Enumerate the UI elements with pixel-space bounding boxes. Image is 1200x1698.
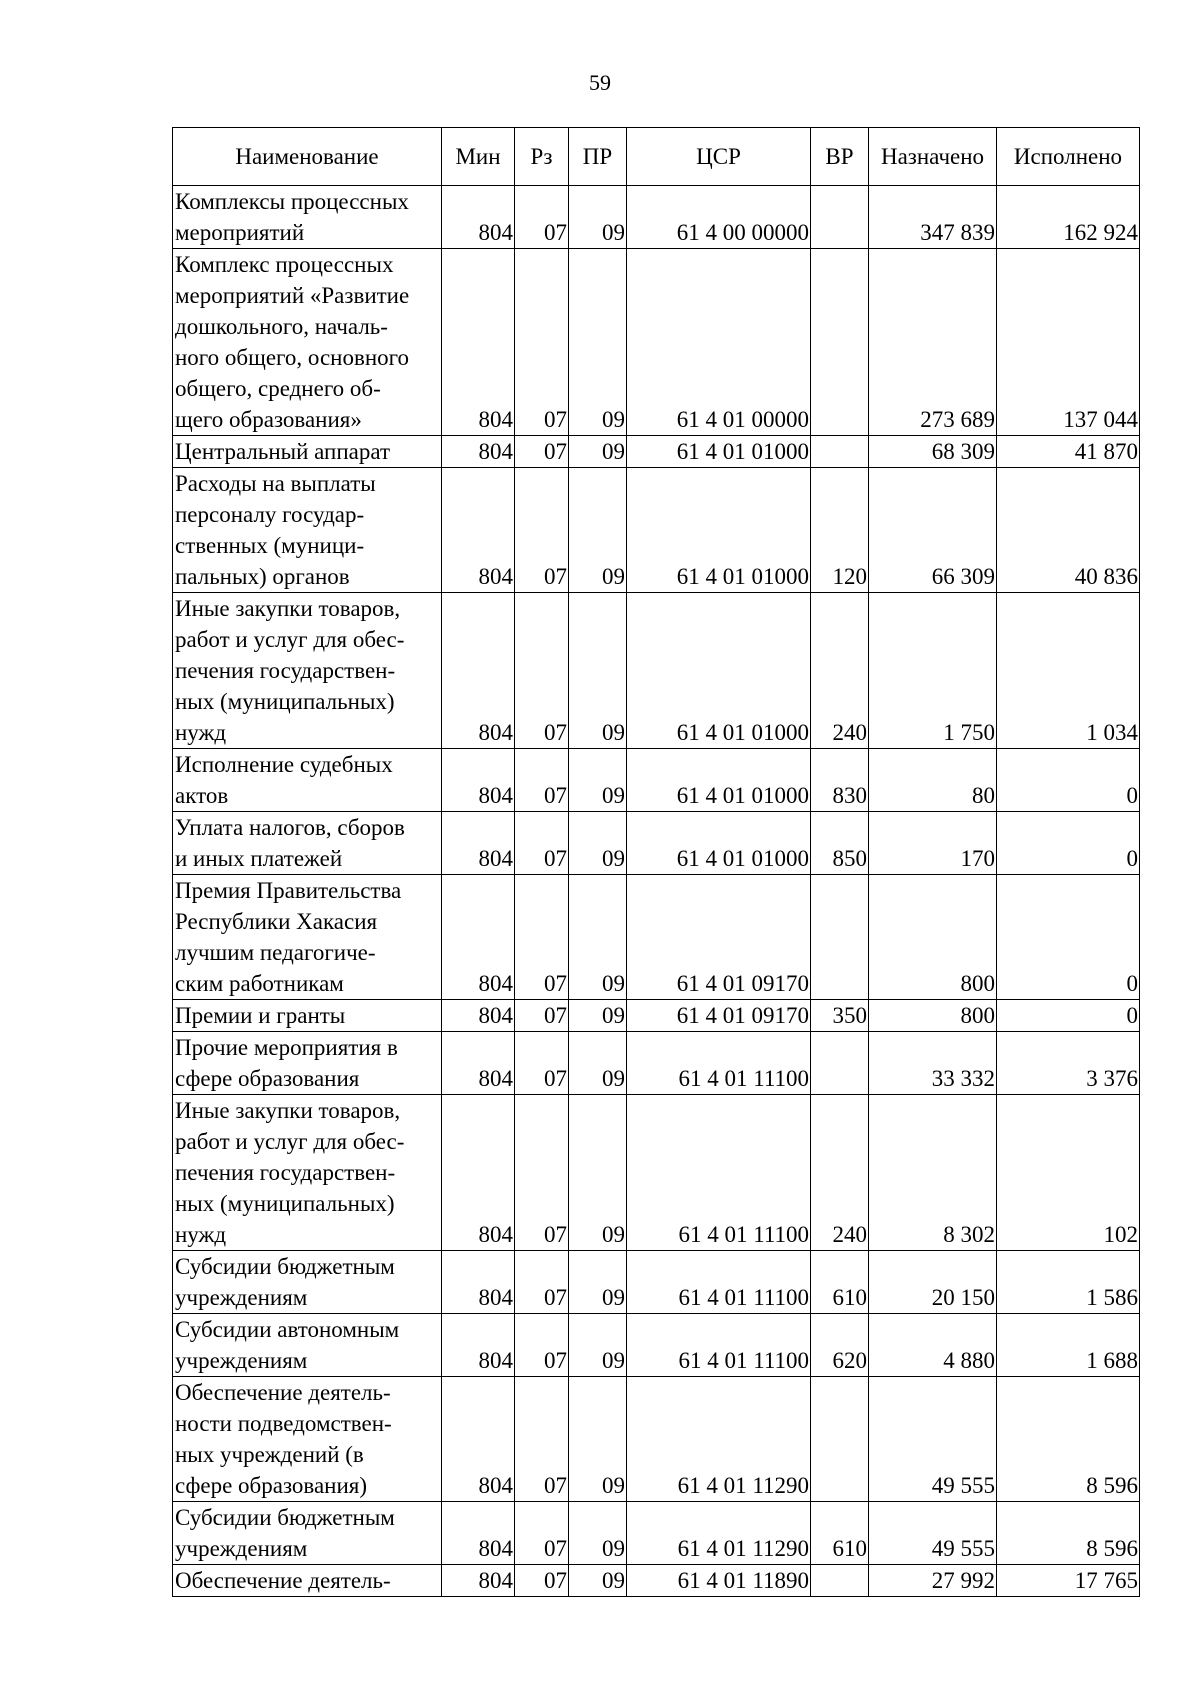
- cell-executed: 0: [997, 1000, 1140, 1032]
- name-line: Прочие мероприятия в: [175, 1035, 398, 1060]
- cell-vr: 610: [811, 1502, 869, 1565]
- cell-pr: 09: [569, 468, 627, 593]
- cell-vr: 830: [811, 749, 869, 812]
- cell-assigned: 273 689: [869, 249, 997, 436]
- table-row: [173, 1000, 1140, 1032]
- cell-name: [173, 875, 442, 1000]
- name-line: нужд: [175, 720, 227, 745]
- cell-vr: [811, 1032, 869, 1095]
- cell-executed: 8 596: [997, 1377, 1140, 1502]
- cell-name: [173, 249, 442, 436]
- cell-rz: 07: [515, 1377, 569, 1502]
- table-row: [173, 1502, 1140, 1565]
- cell-vr: 240: [811, 1095, 869, 1251]
- cell-assigned: 800: [869, 875, 997, 1000]
- cell-executed: 1 586: [997, 1251, 1140, 1314]
- cell-assigned: 8 302: [869, 1095, 997, 1251]
- cell-name: [173, 812, 442, 875]
- header-executed: Исполнено: [997, 128, 1140, 186]
- cell-executed: 102: [997, 1095, 1140, 1251]
- table-row: [173, 1251, 1140, 1314]
- cell-csr: 61 4 01 01000: [627, 593, 811, 749]
- cell-pr: 09: [569, 1251, 627, 1314]
- cell-name: [173, 1095, 442, 1251]
- cell-min: 804: [442, 812, 515, 875]
- name-line: Субсидии автономным: [175, 1317, 400, 1342]
- cell-min: 804: [442, 875, 515, 1000]
- name-line: Центральный аппарат: [175, 439, 391, 464]
- cell-pr: 09: [569, 436, 627, 468]
- header-pr: ПР: [569, 128, 627, 186]
- name-line: щего образования»: [175, 407, 362, 432]
- name-line: лучшим педагогиче-: [175, 940, 376, 965]
- cell-assigned: 4 880: [869, 1314, 997, 1377]
- cell-csr: 61 4 01 01000: [627, 436, 811, 468]
- name-line: Комплексы процессных: [175, 189, 409, 214]
- cell-executed: 1 034: [997, 593, 1140, 749]
- cell-min: 804: [442, 468, 515, 593]
- name-line: нужд: [175, 1222, 227, 1247]
- cell-executed: 3 376: [997, 1032, 1140, 1095]
- cell-pr: 09: [569, 1502, 627, 1565]
- cell-rz: 07: [515, 1095, 569, 1251]
- name-line: Обеспечение деятель-: [175, 1568, 391, 1593]
- header-min: Мин: [442, 128, 515, 186]
- cell-min: 804: [442, 1565, 515, 1597]
- cell-name: [173, 468, 442, 593]
- cell-rz: 07: [515, 1251, 569, 1314]
- cell-assigned: 80: [869, 749, 997, 812]
- table-row: [173, 875, 1140, 1000]
- table-row: [173, 1032, 1140, 1095]
- header-assigned: Назначено: [869, 128, 997, 186]
- cell-vr: 350: [811, 1000, 869, 1032]
- cell-min: 804: [442, 749, 515, 812]
- cell-name: [173, 436, 442, 468]
- cell-csr: 61 4 01 11290: [627, 1502, 811, 1565]
- header-csr: ЦСР: [627, 128, 811, 186]
- cell-csr: 61 4 01 01000: [627, 468, 811, 593]
- name-line: пальных) органов: [175, 564, 350, 589]
- table-row: [173, 1565, 1140, 1597]
- header-rz: Рз: [515, 128, 569, 186]
- cell-pr: 09: [569, 1032, 627, 1095]
- cell-pr: 09: [569, 1095, 627, 1251]
- cell-executed: 1 688: [997, 1314, 1140, 1377]
- name-line: Расходы на выплаты: [175, 471, 376, 496]
- cell-assigned: 170: [869, 812, 997, 875]
- cell-executed: 41 870: [997, 436, 1140, 468]
- name-line: Исполнение судебных: [175, 752, 393, 777]
- cell-vr: [811, 436, 869, 468]
- name-line: Республики Хакасия: [175, 909, 378, 934]
- cell-name: [173, 1314, 442, 1377]
- name-line: учреждениям: [175, 1536, 308, 1561]
- name-line: ности подведомствен-: [175, 1411, 392, 1436]
- cell-assigned: 49 555: [869, 1502, 997, 1565]
- name-line: ственных (муници-: [175, 533, 365, 558]
- cell-rz: 07: [515, 468, 569, 593]
- table-row: [173, 468, 1140, 593]
- cell-rz: 07: [515, 1314, 569, 1377]
- name-line: учреждениям: [175, 1348, 308, 1373]
- cell-rz: 07: [515, 812, 569, 875]
- cell-csr: 61 4 01 01000: [627, 749, 811, 812]
- cell-executed: 162 924: [997, 186, 1140, 249]
- name-line: сфере образования: [175, 1066, 360, 1091]
- cell-vr: [811, 249, 869, 436]
- cell-pr: 09: [569, 1314, 627, 1377]
- table-row: [173, 749, 1140, 812]
- cell-min: 804: [442, 1377, 515, 1502]
- cell-name: [173, 1000, 442, 1032]
- cell-vr: [811, 1377, 869, 1502]
- cell-csr: 61 4 00 00000: [627, 186, 811, 249]
- cell-pr: 09: [569, 1565, 627, 1597]
- cell-executed: 17 765: [997, 1565, 1140, 1597]
- cell-csr: 61 4 01 11100: [627, 1314, 811, 1377]
- cell-name: [173, 1565, 442, 1597]
- cell-pr: 09: [569, 875, 627, 1000]
- cell-min: 804: [442, 1314, 515, 1377]
- name-line: Премии и гранты: [175, 1003, 346, 1028]
- cell-pr: 09: [569, 812, 627, 875]
- cell-name: [173, 593, 442, 749]
- cell-rz: 07: [515, 875, 569, 1000]
- cell-assigned: 66 309: [869, 468, 997, 593]
- cell-name: [173, 1251, 442, 1314]
- cell-assigned: 1 750: [869, 593, 997, 749]
- table-row: [173, 812, 1140, 875]
- cell-name: [173, 1377, 442, 1502]
- name-line: ским работникам: [175, 971, 344, 996]
- table-row: [173, 1377, 1140, 1502]
- name-line: работ и услуг для обес-: [175, 627, 405, 652]
- name-line: учреждениям: [175, 1285, 308, 1310]
- cell-executed: 137 044: [997, 249, 1140, 436]
- cell-vr: 620: [811, 1314, 869, 1377]
- cell-assigned: 20 150: [869, 1251, 997, 1314]
- cell-name: [173, 1032, 442, 1095]
- header-vr: ВР: [811, 128, 869, 186]
- cell-vr: 240: [811, 593, 869, 749]
- cell-csr: 61 4 01 11100: [627, 1032, 811, 1095]
- name-line: актов: [175, 783, 229, 808]
- cell-csr: 61 4 01 11100: [627, 1251, 811, 1314]
- name-line: мероприятий «Развитие: [175, 283, 410, 308]
- cell-rz: 07: [515, 1565, 569, 1597]
- header-row: [173, 128, 1140, 186]
- cell-rz: 07: [515, 1000, 569, 1032]
- name-line: ных (муниципальных): [175, 689, 395, 714]
- name-line: печения государствен-: [175, 1160, 396, 1185]
- cell-pr: 09: [569, 1377, 627, 1502]
- name-line: и иных платежей: [175, 846, 343, 871]
- cell-min: 804: [442, 1032, 515, 1095]
- cell-csr: 61 4 01 11290: [627, 1377, 811, 1502]
- name-line: Обеспечение деятель-: [175, 1380, 391, 1405]
- cell-pr: 09: [569, 593, 627, 749]
- cell-rz: 07: [515, 186, 569, 249]
- cell-min: 804: [442, 1000, 515, 1032]
- cell-min: 804: [442, 1251, 515, 1314]
- name-line: общего, среднего об-: [175, 376, 381, 401]
- cell-vr: 120: [811, 468, 869, 593]
- cell-assigned: 800: [869, 1000, 997, 1032]
- cell-csr: 61 4 01 09170: [627, 875, 811, 1000]
- page-number: 59: [589, 70, 611, 95]
- name-line: печения государствен-: [175, 658, 396, 683]
- cell-csr: 61 4 01 09170: [627, 1000, 811, 1032]
- cell-pr: 09: [569, 1000, 627, 1032]
- cell-assigned: 49 555: [869, 1377, 997, 1502]
- table-row: [173, 593, 1140, 749]
- cell-executed: 0: [997, 749, 1140, 812]
- cell-csr: 61 4 01 11890: [627, 1565, 811, 1597]
- name-line: ных учреждений (в: [175, 1442, 364, 1467]
- cell-pr: 09: [569, 749, 627, 812]
- cell-assigned: 347 839: [869, 186, 997, 249]
- cell-csr: 61 4 01 01000: [627, 812, 811, 875]
- cell-min: 804: [442, 249, 515, 436]
- cell-assigned: 33 332: [869, 1032, 997, 1095]
- cell-executed: 0: [997, 812, 1140, 875]
- cell-min: 804: [442, 1502, 515, 1565]
- cell-pr: 09: [569, 186, 627, 249]
- name-line: мероприятий: [175, 220, 305, 245]
- cell-executed: 40 836: [997, 468, 1140, 593]
- table-row: [173, 186, 1140, 249]
- header-name: Наименование: [173, 128, 442, 186]
- name-line: ного общего, основного: [175, 345, 410, 370]
- cell-min: 804: [442, 436, 515, 468]
- name-line: ных (муниципальных): [175, 1191, 395, 1216]
- cell-assigned: 27 992: [869, 1565, 997, 1597]
- cell-rz: 07: [515, 593, 569, 749]
- cell-rz: 07: [515, 1032, 569, 1095]
- cell-vr: 850: [811, 812, 869, 875]
- cell-rz: 07: [515, 1502, 569, 1565]
- cell-rz: 07: [515, 436, 569, 468]
- budget-table: [172, 127, 1140, 1597]
- name-line: Иные закупки товаров,: [175, 596, 401, 621]
- name-line: персоналу государ-: [175, 502, 365, 527]
- cell-vr: [811, 875, 869, 1000]
- name-line: дошкольного, началь-: [175, 314, 388, 339]
- cell-assigned: 68 309: [869, 436, 997, 468]
- table-body: [173, 186, 1140, 1597]
- cell-vr: 610: [811, 1251, 869, 1314]
- cell-name: [173, 749, 442, 812]
- name-line: Субсидии бюджетным: [175, 1505, 395, 1530]
- cell-vr: [811, 186, 869, 249]
- cell-min: 804: [442, 186, 515, 249]
- cell-name: [173, 186, 442, 249]
- cell-csr: 61 4 01 11100: [627, 1095, 811, 1251]
- cell-min: 804: [442, 1095, 515, 1251]
- cell-vr: [811, 1565, 869, 1597]
- cell-rz: 07: [515, 249, 569, 436]
- cell-executed: 8 596: [997, 1502, 1140, 1565]
- cell-executed: 0: [997, 875, 1140, 1000]
- name-line: Иные закупки товаров,: [175, 1098, 401, 1123]
- table-row: [173, 1095, 1140, 1251]
- name-line: работ и услуг для обес-: [175, 1129, 405, 1154]
- name-line: сфере образования): [175, 1473, 368, 1498]
- name-line: Субсидии бюджетным: [175, 1254, 395, 1279]
- table-row: [173, 436, 1140, 468]
- name-line: Премия Правительства: [175, 878, 402, 903]
- cell-csr: 61 4 01 00000: [627, 249, 811, 436]
- table-row: [173, 249, 1140, 436]
- cell-name: [173, 1502, 442, 1565]
- cell-pr: 09: [569, 249, 627, 436]
- table-row: [173, 1314, 1140, 1377]
- cell-min: 804: [442, 593, 515, 749]
- cell-rz: 07: [515, 749, 569, 812]
- name-line: Уплата налогов, сборов: [175, 815, 405, 840]
- name-line: Комплекс процессных: [175, 252, 394, 277]
